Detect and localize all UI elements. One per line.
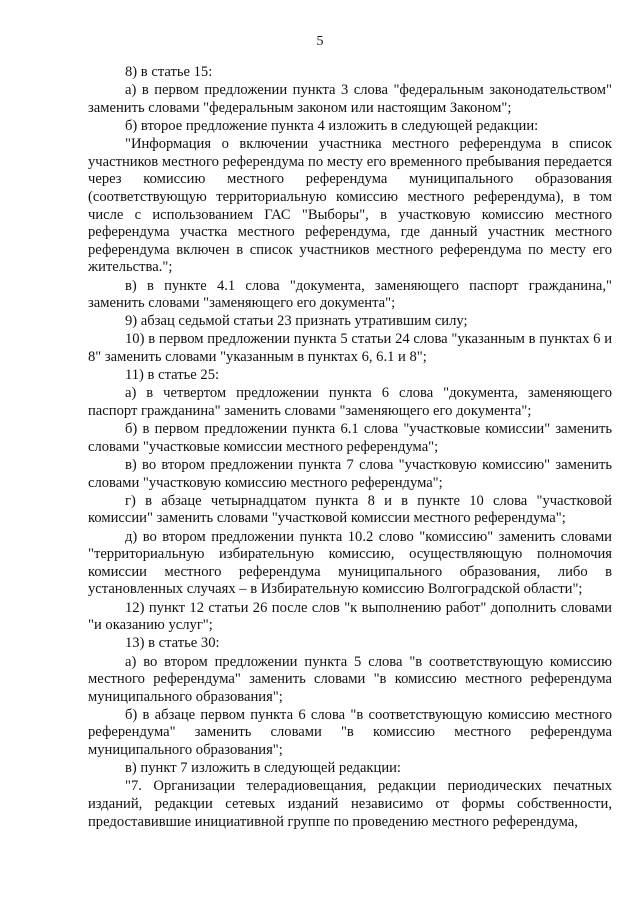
paragraph: 9) абзац седьмой статьи 23 признать утратившим силу;	[125, 313, 468, 330]
paragraph: 12) пункт 12 статьи 26 после слов "к выполнению работ" дополнить словами "и оказанию услуг";	[88, 599, 612, 634]
paragraph: б) второе предложение пункта 4 изложить в следующей редакции:	[125, 117, 539, 134]
paragraph: "7. Организации телерадиовещания, редакции периодических печатных изданий, редакции сетевых изданий независимо от формы собственности, предоставившие инициативной группе по проведению местного референдума,	[88, 778, 612, 830]
paragraph: 8) в статье 15:	[125, 64, 213, 80]
paragraph: б) в абзаце первом пункта 6 слова "в соответствующую комиссию местного референдума" заменить словами "в комиссию местного референдума муниципального образования";	[88, 706, 612, 759]
paragraph: в) пункт 7 изложить в следующей редакции:	[125, 760, 401, 777]
paragraph: 11) в статье 25:	[125, 367, 220, 384]
paragraph: б) в первом предложении пункта 6.1 слова "участковые комиссии" заменить словами "участковые комиссии местного референдума";	[88, 421, 612, 455]
paragraph: а) во втором предложении пункта 5 слова "в соответствующую комиссию местного референдума" заменить словами "в комиссию местного референдума муниципального образования";	[88, 653, 612, 705]
paragraph: а) в первом предложении пункта 3 слова "федеральным законодательством" заменить словами "федеральным законом или настоящим Законом";	[88, 82, 612, 116]
paragraph: а) в четвертом предложении пункта 6 слова "документа, заменяющего паспорт гражданина" заменить словами "заменяющего его документа";	[88, 385, 612, 420]
paragraph: г) в абзаце четырнадцатом пункта 8 и в пункте 10 слова "участковой комиссии" заменить словами "участковой комиссии местного референдума";	[88, 492, 612, 527]
page-number: 5	[316, 34, 324, 49]
paragraph: д) во втором предложении пункта 10.2 слово "комиссию" заменить словами "территориальную избирательную комиссию, осуществляющую полномочия комиссии местного референдума муниципального образования, либо в установленных случаях – в Избирательную комиссию Волгоградской области";	[88, 528, 612, 598]
paragraph: "Информация о включении участника местного референдума в список участников местного референдума по месту его временного пребывания передается через комиссию местного референдума муниципального образования (соответствующую территориальную комиссию местного референдума), в том числе с использованием ГАС "Выборы", в участковую комиссию местного референдума участка местного референдума, где данный участник местного референдума включен в список участников местного референдума по месту его жительства.";	[88, 136, 612, 276]
paragraph: в) во втором предложении пункта 7 слова "участковую комиссию" заменить словами "участковую комиссию местного референдума";	[88, 457, 612, 491]
paragraph: в) в пункте 4.1 слова "документа, заменяющего паспорт гражданина," заменить словами "заменяющего его документа";	[88, 277, 612, 312]
paragraph: 10) в первом предложении пункта 5 статьи 24 слова "указанным в пунктах 6 и 8" заменить словами "указанным в пунктах 6, 6.1 и 8";	[88, 331, 612, 366]
paragraph: 13) в статье 30:	[125, 635, 220, 652]
document-body	[88, 64, 612, 831]
